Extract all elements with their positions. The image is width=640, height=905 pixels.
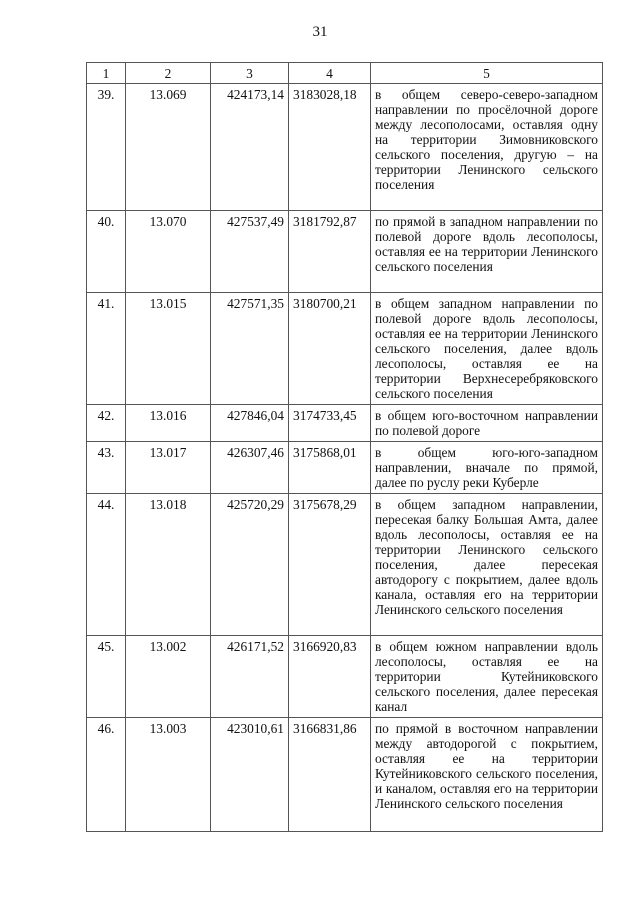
coordinate-x: 427571,35 — [211, 293, 289, 405]
table-row — [87, 442, 603, 494]
coordinate-y: 3174733,45 — [289, 405, 371, 442]
table-row — [87, 211, 603, 293]
boundary-description: в общем западном направлении, пересекая балку Большая Амта, далее вдоль лесополосы, оставляя ее на территории Ленинского сельского поселения, далее пересекая автодорогу с покрытием, далее вдоль канала, оставляя его на территории Ленинского сельского поселения — [371, 494, 603, 636]
coordinate-y: 3175678,29 — [289, 494, 371, 636]
coordinate-y: 3181792,87 — [289, 211, 371, 293]
row-number: 42. — [87, 405, 126, 442]
boundary-description: по прямой в восточном направлении между автодорогой с покрытием, оставляя ее на территории Кутейниковского сельского поселения, и каналом, оставляя его на территории Ленинского сельского поселения — [371, 718, 603, 832]
boundary-description: в общем южном направлении вдоль лесополосы, оставляя ее на территории Кутейниковского сельского поселения, далее пересекая канал — [371, 636, 603, 718]
table-row — [87, 718, 603, 832]
row-number: 46. — [87, 718, 126, 832]
boundary-description: в общем северо-северо-западном направлении по просёлочной дороге между лесополосами, оставляя одну на территории Зимовниковского сельского поселения, другую – на территории Ленинского сельского поселения — [371, 84, 603, 211]
header-col-1: 1 — [87, 63, 126, 84]
coordinate-y: 3175868,01 — [289, 442, 371, 494]
table-row — [87, 405, 603, 442]
point-id: 13.002 — [126, 636, 211, 718]
row-number: 45. — [87, 636, 126, 718]
table-row — [87, 494, 603, 636]
coordinate-x: 426307,46 — [211, 442, 289, 494]
boundary-description: в общем западном направлении по полевой дороге вдоль лесополосы, оставляя ее на территории Ленинского сельского поселения, далее вдоль лесополосы, оставляя ее на территории Верхнесеребряковского сельского поселения — [371, 293, 603, 405]
page-number: 31 — [312, 24, 328, 40]
point-id: 13.017 — [126, 442, 211, 494]
boundary-description: в общем юго-юго-западном направлении, вначале по прямой, далее по руслу реки Куберле — [371, 442, 603, 494]
point-id: 13.069 — [126, 84, 211, 211]
table-header-row — [87, 63, 603, 84]
row-number: 41. — [87, 293, 126, 405]
row-number: 39. — [87, 84, 126, 211]
coordinate-y: 3180700,21 — [289, 293, 371, 405]
row-number: 44. — [87, 494, 126, 636]
point-id: 13.070 — [126, 211, 211, 293]
point-id: 13.003 — [126, 718, 211, 832]
coordinate-x: 427537,49 — [211, 211, 289, 293]
header-col-2: 2 — [126, 63, 211, 84]
table-row — [87, 293, 603, 405]
table-row — [87, 636, 603, 718]
point-id: 13.016 — [126, 405, 211, 442]
point-id: 13.015 — [126, 293, 211, 405]
row-number: 40. — [87, 211, 126, 293]
coordinate-x: 425720,29 — [211, 494, 289, 636]
header-col-5: 5 — [371, 63, 603, 84]
boundary-description: в общем юго-восточном направлении по полевой дороге — [371, 405, 603, 442]
table-row — [87, 84, 603, 211]
header-col-3: 3 — [211, 63, 289, 84]
row-number: 43. — [87, 442, 126, 494]
header-col-4: 4 — [289, 63, 371, 84]
coordinate-y: 3166920,83 — [289, 636, 371, 718]
coordinate-y: 3183028,18 — [289, 84, 371, 211]
point-id: 13.018 — [126, 494, 211, 636]
boundary-table — [86, 62, 603, 832]
coordinate-x: 426171,52 — [211, 636, 289, 718]
coordinate-x: 423010,61 — [211, 718, 289, 832]
coordinate-x: 424173,14 — [211, 84, 289, 211]
coordinate-x: 427846,04 — [211, 405, 289, 442]
boundary-description: по прямой в западном направлении по полевой дороге вдоль лесополосы, оставляя ее на территории Ленинского сельского поселения — [371, 211, 603, 293]
coordinate-y: 3166831,86 — [289, 718, 371, 832]
